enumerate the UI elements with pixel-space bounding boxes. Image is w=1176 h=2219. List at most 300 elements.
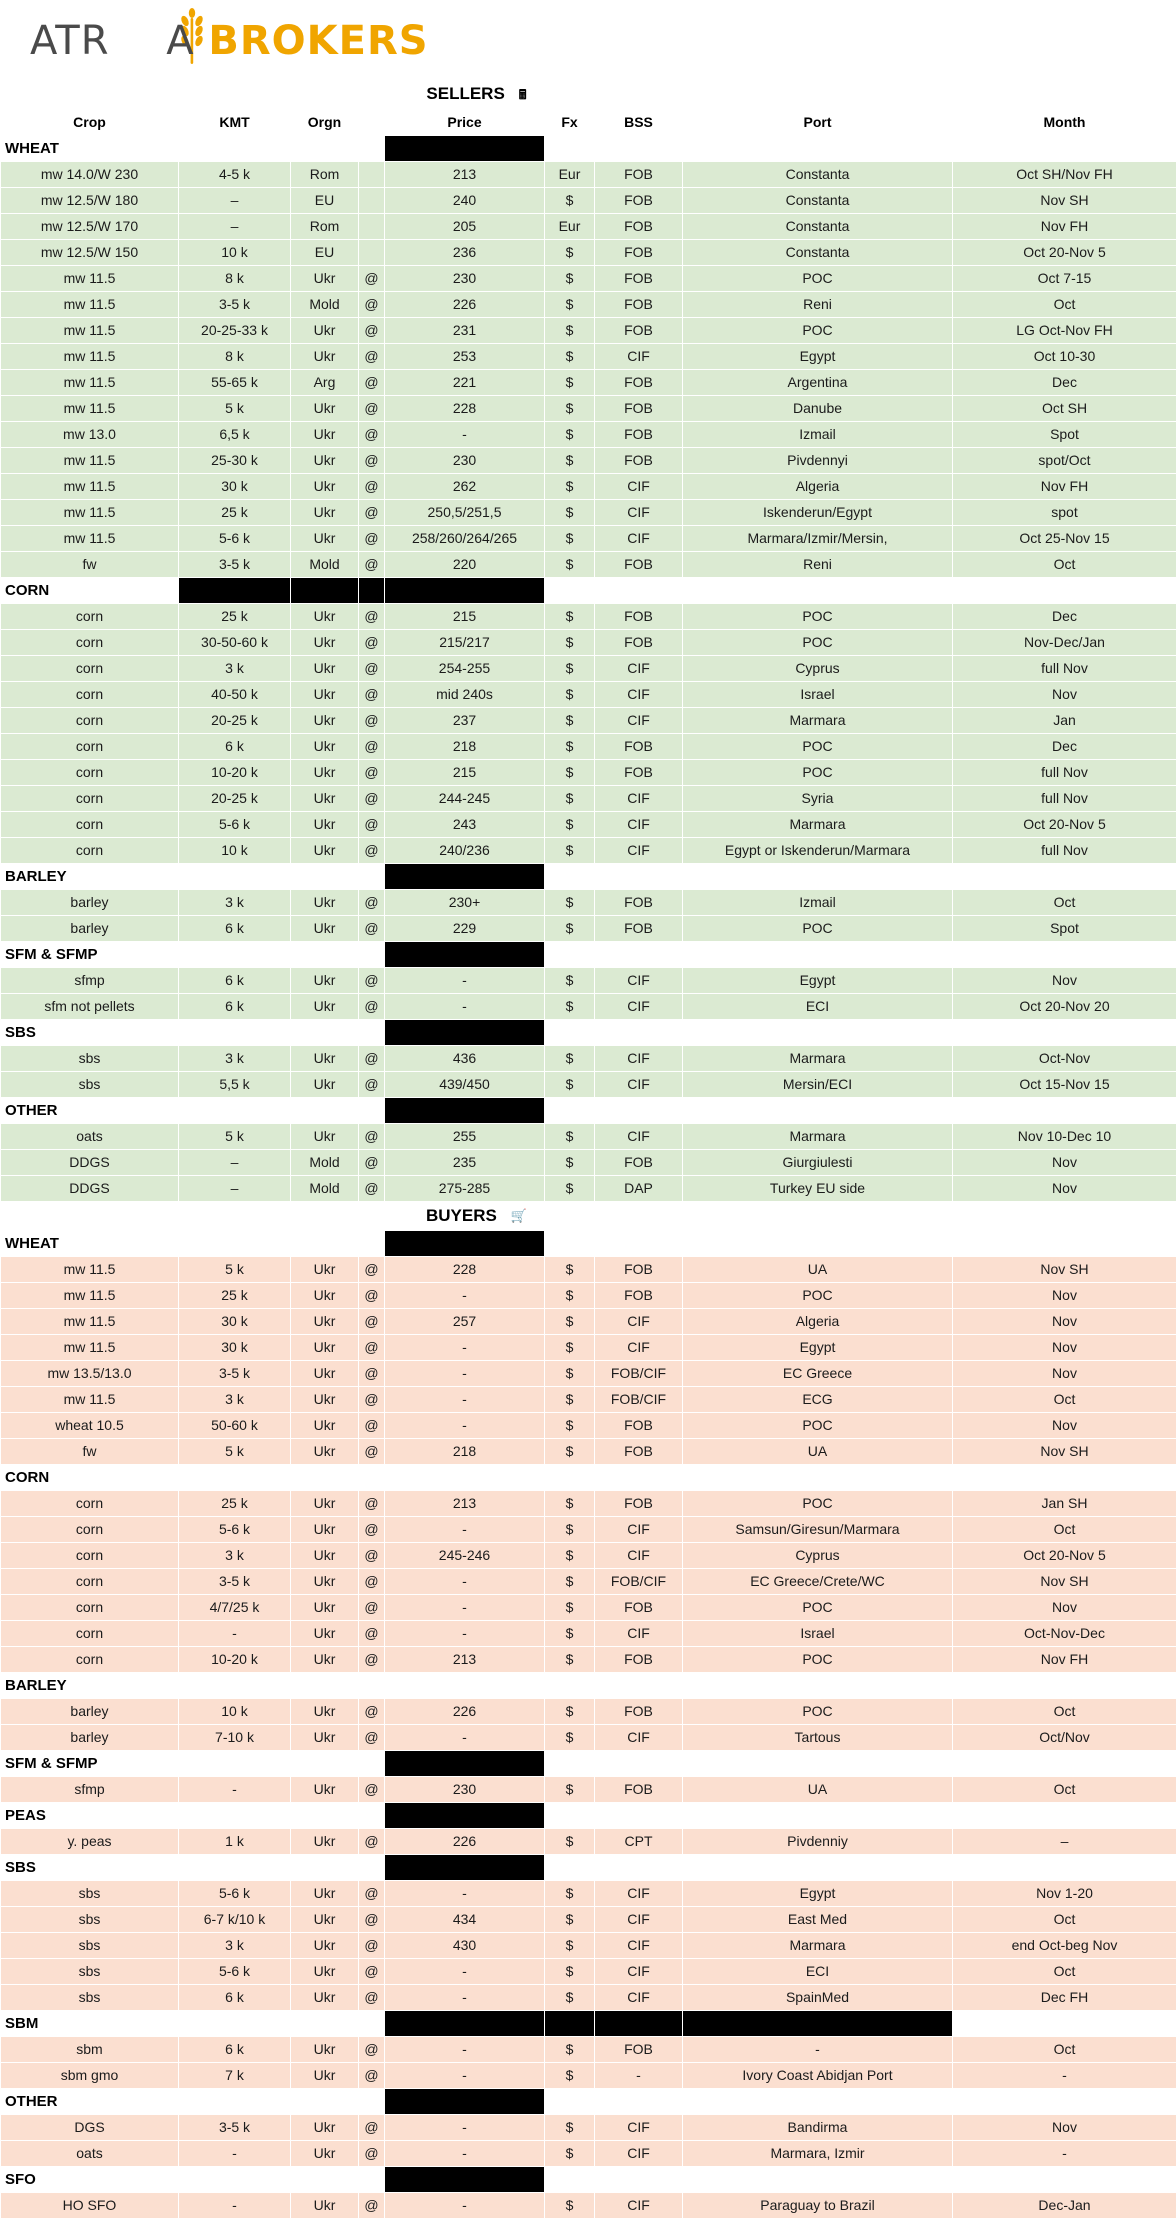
cell-at: @ — [359, 629, 385, 655]
cell-crop: barley — [1, 1725, 179, 1751]
section-label: WHEAT — [1, 1231, 179, 1257]
cell-orgn: Ukr — [291, 811, 359, 837]
cell-port: POC — [683, 1491, 953, 1517]
section-cell-at — [359, 863, 385, 889]
cell-bss: CIF — [595, 1621, 683, 1647]
section-cell-price — [385, 1673, 545, 1699]
section-cell-fx — [545, 2089, 595, 2115]
cell-port: Reni — [683, 291, 953, 317]
cell-month: Oct 20-Nov 20 — [953, 993, 1176, 1019]
cell-price: 213 — [385, 1491, 545, 1517]
cell-bss: FOB — [595, 2037, 683, 2063]
cell-kmt: 40-50 k — [179, 681, 291, 707]
cell-month: full Nov — [953, 785, 1176, 811]
cell-fx: $ — [545, 837, 595, 863]
cell-bss: FOB — [595, 369, 683, 395]
cell-kmt: 5-6 k — [179, 1517, 291, 1543]
section-cell-fx — [545, 135, 595, 161]
cell-fx: $ — [545, 1309, 595, 1335]
cell-port: POC — [683, 1647, 953, 1673]
section-label: OTHER — [1, 1097, 179, 1123]
buyers-banner — [1, 1201, 1176, 1231]
cell-bss: CIF — [595, 967, 683, 993]
cell-at: @ — [359, 2141, 385, 2167]
cell-fx: $ — [545, 317, 595, 343]
section-cell-kmt — [179, 1751, 291, 1777]
section-cell-kmt — [179, 2011, 291, 2037]
cell-price: 213 — [385, 1647, 545, 1673]
cell-bss: CIF — [595, 681, 683, 707]
table-row — [1, 525, 1176, 551]
cell-price: 258/260/264/265 — [385, 525, 545, 551]
section-cell-bss — [595, 2167, 683, 2193]
cell-port: Egypt — [683, 1881, 953, 1907]
table-row — [1, 317, 1176, 343]
section-cell-orgn — [291, 2089, 359, 2115]
cell-month: Jan — [953, 707, 1176, 733]
cell-kmt: 20-25 k — [179, 785, 291, 811]
cell-month: Nov 1-20 — [953, 1881, 1176, 1907]
cell-port: Reni — [683, 551, 953, 577]
table-row — [1, 1335, 1176, 1361]
cell-price: 231 — [385, 317, 545, 343]
section-cell-month — [953, 1751, 1176, 1777]
cell-port: Iskenderun/Egypt — [683, 499, 953, 525]
cell-orgn: EU — [291, 239, 359, 265]
table-row — [1, 1725, 1176, 1751]
cell-bss: FOB — [595, 1777, 683, 1803]
cell-bss: FOB — [595, 1149, 683, 1175]
cell-fx: $ — [545, 1959, 595, 1985]
section-row — [1, 1673, 1176, 1699]
section-cell-price — [385, 1751, 545, 1777]
table-row — [1, 161, 1176, 187]
sellers-banner — [1, 80, 1176, 109]
cell-bss: FOB — [595, 213, 683, 239]
cell-kmt: 7-10 k — [179, 1725, 291, 1751]
cell-bss: FOB — [595, 317, 683, 343]
cell-at: @ — [359, 2037, 385, 2063]
cell-at: @ — [359, 1413, 385, 1439]
section-cell-month — [953, 863, 1176, 889]
table-row — [1, 239, 1176, 265]
cell-bss: CIF — [595, 1881, 683, 1907]
cell-crop: corn — [1, 1517, 179, 1543]
cell-port: POC — [683, 759, 953, 785]
cell-orgn: Ukr — [291, 447, 359, 473]
cell-bss: FOB — [595, 759, 683, 785]
cell-fx: $ — [545, 629, 595, 655]
cell-bss: CIF — [595, 1071, 683, 1097]
section-cell-kmt — [179, 1231, 291, 1257]
cell-port: Constanta — [683, 161, 953, 187]
section-cell-fx — [545, 1097, 595, 1123]
cell-orgn: Arg — [291, 369, 359, 395]
cell-crop: mw 11.5 — [1, 343, 179, 369]
cell-bss: FOB — [595, 1283, 683, 1309]
cell-fx: $ — [545, 473, 595, 499]
cell-crop: mw 12.5/W 150 — [1, 239, 179, 265]
section-cell-at — [359, 1673, 385, 1699]
table-row — [1, 1907, 1176, 1933]
cell-at: @ — [359, 889, 385, 915]
cell-crop: mw 12.5/W 180 — [1, 187, 179, 213]
header-orgn: Orgn — [291, 109, 359, 135]
cell-month: Nov 10-Dec 10 — [953, 1123, 1176, 1149]
cell-month: Nov FH — [953, 473, 1176, 499]
cell-month: Oct/Nov — [953, 1725, 1176, 1751]
cell-kmt: 3-5 k — [179, 1569, 291, 1595]
section-cell-bss — [595, 1803, 683, 1829]
cell-bss: DAP — [595, 1175, 683, 1201]
cell-orgn: Ukr — [291, 2037, 359, 2063]
table-row — [1, 1829, 1176, 1855]
cell-month: Oct — [953, 1699, 1176, 1725]
section-cell-fx — [545, 1019, 595, 1045]
cell-port: Izmail — [683, 421, 953, 447]
cell-price: 439/450 — [385, 1071, 545, 1097]
table-row — [1, 1123, 1176, 1149]
cell-crop: corn — [1, 1543, 179, 1569]
cell-at: @ — [359, 733, 385, 759]
cell-kmt: 25 k — [179, 603, 291, 629]
cell-crop: sbm — [1, 2037, 179, 2063]
cell-crop: sbs — [1, 1985, 179, 2011]
section-cell-bss — [595, 577, 683, 603]
cell-orgn: Ukr — [291, 759, 359, 785]
table-row — [1, 395, 1176, 421]
cell-fx: $ — [545, 1335, 595, 1361]
section-cell-orgn — [291, 1803, 359, 1829]
section-row — [1, 577, 1176, 603]
cell-fx: $ — [545, 2115, 595, 2141]
cell-orgn: Ukr — [291, 343, 359, 369]
cell-month: Oct 20-Nov 5 — [953, 1543, 1176, 1569]
section-cell-fx — [545, 1855, 595, 1881]
cell-port: Ivory Coast Abidjan Port — [683, 2063, 953, 2089]
cell-crop: mw 11.5 — [1, 1283, 179, 1309]
cell-port: Marmara — [683, 1045, 953, 1071]
cell-price: 230 — [385, 265, 545, 291]
section-cell-orgn — [291, 1231, 359, 1257]
table-row — [1, 967, 1176, 993]
cell-orgn: Ukr — [291, 1045, 359, 1071]
cell-fx: $ — [545, 733, 595, 759]
cell-kmt: 3 k — [179, 1045, 291, 1071]
table-row — [1, 447, 1176, 473]
cell-crop: mw 14.0/W 230 — [1, 161, 179, 187]
section-label: CORN — [1, 1465, 179, 1491]
cell-kmt: 25-30 k — [179, 447, 291, 473]
table-row — [1, 1045, 1176, 1071]
cell-fx: $ — [545, 421, 595, 447]
cell-kmt: - — [179, 2193, 291, 2219]
cell-month: Oct 15-Nov 15 — [953, 1071, 1176, 1097]
cell-kmt: 3-5 k — [179, 1361, 291, 1387]
section-row — [1, 2167, 1176, 2193]
cell-bss: CIF — [595, 655, 683, 681]
cell-price: 228 — [385, 1257, 545, 1283]
cell-port: POC — [683, 603, 953, 629]
cell-orgn: Ukr — [291, 1777, 359, 1803]
section-cell-kmt — [179, 135, 291, 161]
section-cell-orgn — [291, 2011, 359, 2037]
section-cell-price — [385, 577, 545, 603]
table-body — [1, 80, 1176, 2219]
cell-kmt: 5,5 k — [179, 1071, 291, 1097]
section-cell-at — [359, 1803, 385, 1829]
cell-crop: corn — [1, 837, 179, 863]
cell-kmt: 20-25 k — [179, 707, 291, 733]
cell-kmt: 4/7/25 k — [179, 1595, 291, 1621]
cell-fx: $ — [545, 395, 595, 421]
cell-month: Oct SH/Nov FH — [953, 161, 1176, 187]
cell-month: Oct — [953, 551, 1176, 577]
cell-crop: sfm not pellets — [1, 993, 179, 1019]
cell-port: Marmara, Izmir — [683, 2141, 953, 2167]
cell-at — [359, 187, 385, 213]
cell-crop: fw — [1, 551, 179, 577]
section-cell-orgn — [291, 1751, 359, 1777]
cell-fx: $ — [545, 967, 595, 993]
cell-bss: FOB — [595, 1699, 683, 1725]
cell-bss: CIF — [595, 343, 683, 369]
cell-port: Marmara — [683, 1933, 953, 1959]
cell-at: @ — [359, 1647, 385, 1673]
table-row — [1, 1387, 1176, 1413]
cell-month: Oct SH — [953, 395, 1176, 421]
cell-kmt: - — [179, 2141, 291, 2167]
cell-port: Bandirma — [683, 2115, 953, 2141]
cell-at: @ — [359, 1777, 385, 1803]
cell-price: - — [385, 2115, 545, 2141]
banner-left-spacer — [1, 1201, 359, 1231]
cell-price: 220 — [385, 551, 545, 577]
cell-at: @ — [359, 1517, 385, 1543]
cell-fx: $ — [545, 1149, 595, 1175]
cell-crop: mw 13.5/13.0 — [1, 1361, 179, 1387]
table-row — [1, 291, 1176, 317]
cell-month: Oct — [953, 1517, 1176, 1543]
cell-month: Nov — [953, 1595, 1176, 1621]
table-row — [1, 187, 1176, 213]
cell-price: 218 — [385, 1439, 545, 1465]
cell-fx: $ — [545, 187, 595, 213]
cell-bss: CIF — [595, 1123, 683, 1149]
cell-kmt: 10 k — [179, 1699, 291, 1725]
cell-bss: FOB — [595, 265, 683, 291]
cell-at: @ — [359, 1595, 385, 1621]
cell-price: 215 — [385, 603, 545, 629]
cell-month: Spot — [953, 421, 1176, 447]
cell-month: Dec — [953, 733, 1176, 759]
cart-icon: 🛒 — [511, 1202, 527, 1230]
cell-port: UA — [683, 1439, 953, 1465]
cell-month: – — [953, 1829, 1176, 1855]
table-row — [1, 603, 1176, 629]
cell-crop: mw 13.0 — [1, 421, 179, 447]
cell-kmt: 6-7 k/10 k — [179, 1907, 291, 1933]
cell-kmt: – — [179, 1175, 291, 1201]
cell-orgn: Ukr — [291, 967, 359, 993]
cell-fx: $ — [545, 1621, 595, 1647]
cell-at: @ — [359, 785, 385, 811]
cell-crop: oats — [1, 1123, 179, 1149]
cell-fx: $ — [545, 603, 595, 629]
cell-at: @ — [359, 317, 385, 343]
cell-kmt: 5-6 k — [179, 1959, 291, 1985]
cell-orgn: Ukr — [291, 1257, 359, 1283]
cell-bss: CIF — [595, 811, 683, 837]
cell-fx: $ — [545, 1907, 595, 1933]
cell-month: Oct 25-Nov 15 — [953, 525, 1176, 551]
cell-kmt: 8 k — [179, 343, 291, 369]
section-label: SFO — [1, 2167, 179, 2193]
cell-crop: sbs — [1, 1071, 179, 1097]
cell-bss: FOB — [595, 187, 683, 213]
cell-port: Turkey EU side — [683, 1175, 953, 1201]
cell-port: SpainMed — [683, 1985, 953, 2011]
section-cell-port — [683, 1097, 953, 1123]
cell-orgn: Ukr — [291, 265, 359, 291]
cell-orgn: Mold — [291, 1175, 359, 1201]
cell-orgn: Mold — [291, 551, 359, 577]
cell-crop: sfmp — [1, 967, 179, 993]
cell-kmt: 4-5 k — [179, 161, 291, 187]
cell-crop: corn — [1, 629, 179, 655]
section-cell-bss — [595, 2011, 683, 2037]
cell-fx: $ — [545, 2193, 595, 2219]
section-label: BARLEY — [1, 1673, 179, 1699]
cell-at: @ — [359, 2115, 385, 2141]
section-cell-fx — [545, 863, 595, 889]
section-row — [1, 1855, 1176, 1881]
cell-fx: $ — [545, 525, 595, 551]
cell-bss: FOB/CIF — [595, 1387, 683, 1413]
cell-port: Syria — [683, 785, 953, 811]
section-cell-kmt — [179, 1097, 291, 1123]
cell-crop: mw 11.5 — [1, 499, 179, 525]
cell-fx: $ — [545, 1387, 595, 1413]
cell-at: @ — [359, 447, 385, 473]
cell-at: @ — [359, 967, 385, 993]
cell-at: @ — [359, 837, 385, 863]
cell-price: 215/217 — [385, 629, 545, 655]
cell-at: @ — [359, 603, 385, 629]
cell-bss: CIF — [595, 2193, 683, 2219]
cell-bss: FOB — [595, 1257, 683, 1283]
section-label: SFM & SFMP — [1, 1751, 179, 1777]
cell-kmt: 50-60 k — [179, 1413, 291, 1439]
cell-month: - — [953, 2063, 1176, 2089]
section-cell-kmt — [179, 577, 291, 603]
table-row — [1, 1175, 1176, 1201]
cell-at: @ — [359, 1543, 385, 1569]
cell-fx: $ — [545, 447, 595, 473]
price-table — [0, 80, 1176, 2219]
section-cell-at — [359, 941, 385, 967]
cell-orgn: Rom — [291, 213, 359, 239]
cell-crop: corn — [1, 1595, 179, 1621]
cell-price: 245-246 — [385, 1543, 545, 1569]
cell-kmt: 5-6 k — [179, 811, 291, 837]
cell-at: @ — [359, 1725, 385, 1751]
cell-price: - — [385, 1387, 545, 1413]
table-row — [1, 343, 1176, 369]
cell-orgn: Ukr — [291, 1071, 359, 1097]
cell-at: @ — [359, 473, 385, 499]
cell-orgn: Ukr — [291, 1699, 359, 1725]
cell-price: 230 — [385, 447, 545, 473]
cell-crop: mw 11.5 — [1, 317, 179, 343]
section-label: BARLEY — [1, 863, 179, 889]
cell-orgn: Ukr — [291, 1491, 359, 1517]
cell-kmt: 5 k — [179, 1123, 291, 1149]
cell-kmt: – — [179, 213, 291, 239]
cell-crop: DGS — [1, 2115, 179, 2141]
cell-price: - — [385, 2193, 545, 2219]
banner-right-spacer — [595, 1201, 1176, 1231]
cell-orgn: Ukr — [291, 395, 359, 421]
brand-header — [0, 0, 1176, 80]
header-price: Price — [385, 109, 545, 135]
cell-port: Egypt — [683, 967, 953, 993]
cell-kmt: 10-20 k — [179, 1647, 291, 1673]
section-cell-month — [953, 941, 1176, 967]
section-cell-price — [385, 2089, 545, 2115]
cell-crop: mw 11.5 — [1, 291, 179, 317]
cell-bss: FOB — [595, 239, 683, 265]
cell-kmt: - — [179, 1621, 291, 1647]
cell-port: POC — [683, 1283, 953, 1309]
cell-bss: CIF — [595, 1933, 683, 1959]
cell-bss: CIF — [595, 473, 683, 499]
table-row — [1, 1699, 1176, 1725]
table-row — [1, 811, 1176, 837]
table-row — [1, 1439, 1176, 1465]
section-cell-kmt — [179, 941, 291, 967]
cell-crop: corn — [1, 655, 179, 681]
cell-at: @ — [359, 1985, 385, 2011]
section-cell-fx — [545, 577, 595, 603]
cell-fx: $ — [545, 707, 595, 733]
cell-at: @ — [359, 525, 385, 551]
table-row — [1, 473, 1176, 499]
cell-fx: $ — [545, 785, 595, 811]
cell-fx: $ — [545, 889, 595, 915]
cell-at: @ — [359, 811, 385, 837]
table-row — [1, 785, 1176, 811]
cell-orgn: Ukr — [291, 603, 359, 629]
cell-price: 254-255 — [385, 655, 545, 681]
cell-port: Marmara — [683, 1123, 953, 1149]
cell-orgn: Ukr — [291, 1413, 359, 1439]
cell-port: POC — [683, 317, 953, 343]
cell-month: Oct — [953, 291, 1176, 317]
cell-kmt: 3 k — [179, 655, 291, 681]
cell-crop: mw 11.5 — [1, 1309, 179, 1335]
section-cell-month — [953, 577, 1176, 603]
cell-price: - — [385, 1283, 545, 1309]
cell-port: POC — [683, 265, 953, 291]
cell-crop: barley — [1, 889, 179, 915]
section-cell-price — [385, 1097, 545, 1123]
cell-month: Nov — [953, 1309, 1176, 1335]
cell-port: Cyprus — [683, 655, 953, 681]
section-row — [1, 1019, 1176, 1045]
cell-bss: FOB — [595, 733, 683, 759]
cell-at: @ — [359, 1335, 385, 1361]
